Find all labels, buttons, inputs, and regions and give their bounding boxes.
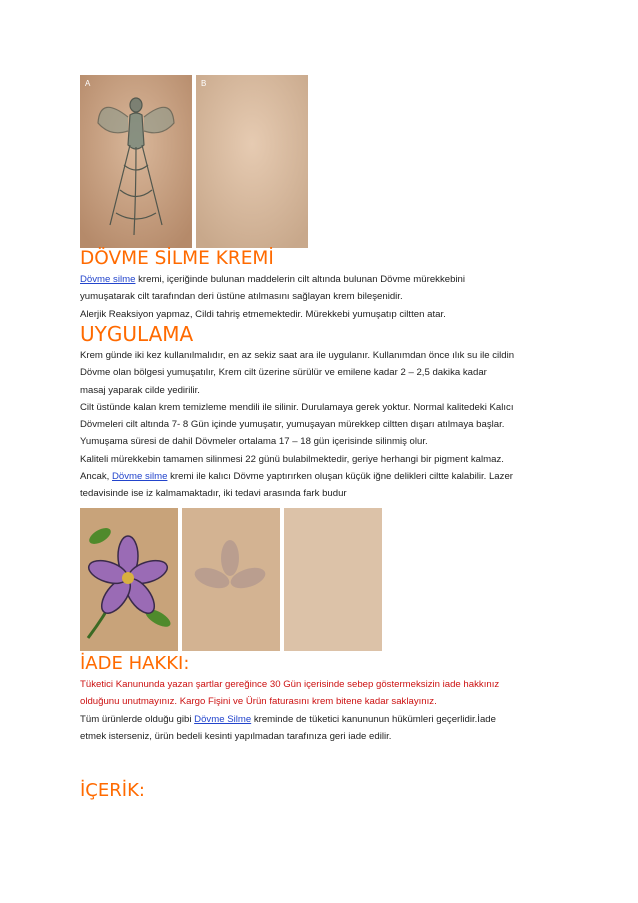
refund-line-4: etmek isterseniz, ürün bedeli kesinti yapılmadan tarafınıza geri iade edilir. (80, 730, 392, 742)
usage-line-9: tedavisinde ise iz kalmamaktadır, iki tedavi arasında fark budur (80, 488, 347, 500)
refund-line-1: Tüketici Kanununda yazan şartlar gereğince 30 Gün içerisinde sebep göstermeksizin iade hakkınız (80, 679, 500, 690)
refund-line-3: Tüm ürünlerde olduğu gibi Dövme Silme kreminde de tüketici kanununun hükümleri geçerlidir.İade (80, 713, 496, 725)
refund-line-2: olduğunu unutmayınız. Kargo Fişini ve Ürün faturasını krem bitene kadar saklayınız. (80, 696, 437, 708)
flower-tattoo-photo (80, 508, 382, 651)
product-title-heading: DÖVME SİLME KREMİ (80, 248, 274, 269)
usage-paragraph (80, 347, 580, 503)
tattoo-removal-link[interactable]: Dövme silme (80, 274, 136, 285)
intro-line-3: Alerjik Reaksiyon yapmaz, Cildi tahriş etmemektedir. Mürekkebi yumuşatıp ciltten atar. (80, 308, 446, 320)
usage-line-1: Krem günde iki kez kullanılmalıdır, en az sekiz saat ara ile uygulanır. Kullanımdan önce ılık su ile cildin (80, 350, 515, 361)
flower-tattoo-before-after-image (80, 508, 382, 651)
contents-heading: İÇERİK: (80, 780, 145, 801)
usage-line-3: masaj yaparak cilde yedirilir. (80, 384, 200, 396)
back-tattoo-photo (80, 75, 308, 248)
usage-line-7: Kaliteli mürekkebin tamamen silinmesi 22 günü bulabilmektedir, geriye herhangi bir pigment kalmaz. (80, 453, 504, 465)
intro-line-1: Dövme silme kremi, içeriğinde bulunan maddelerin cilt altında bulunan Dövme mürekkebini (80, 274, 466, 285)
tattoo-removal-link-2[interactable]: Dövme silme (112, 471, 168, 483)
usage-line-5: Dövmeleri cilt altında 7- 8 Gün içinde yumuşatır, yumuşayan mürekkep ciltten dışarı atılmaya başlar. (80, 419, 505, 431)
tattoo-removal-link-3[interactable]: Dövme Silme (194, 713, 252, 725)
back-tattoo-before-after-image (80, 75, 308, 248)
before-label: A (85, 79, 91, 88)
intro-paragraph (80, 271, 580, 323)
refund-paragraph (80, 676, 580, 745)
refund-heading: İADE HAKKI: (80, 653, 190, 674)
usage-line-8: Ancak, Dövme silme kremi ile kalıcı Dövme yaptırırken oluşan küçük iğne delikleri ciltte kalabilir. Lazer (80, 471, 513, 483)
usage-line-6: Yumuşama süresi de dahil Dövmeler ortalama 17 – 18 gün içerisinde silinmiş olur. (80, 436, 428, 448)
usage-heading: UYGULAMA (80, 322, 194, 346)
after-label: B (201, 79, 207, 88)
usage-line-2: Dövme olan bölgesi yumuşatılır, Krem cilt üzerine sürülür ve emilene kadar 2 – 2,5 dakika kadar (80, 367, 487, 379)
usage-line-4: Cilt üstünde kalan krem temizleme mendili ile silinir. Durulamaya gerek yoktur. Normal kalitedeki Kalıcı (80, 401, 514, 413)
intro-line-2: yumuşatarak cilt tarafından deri üstüne atılmasını sağlayan krem bileşenidir. (80, 291, 403, 303)
